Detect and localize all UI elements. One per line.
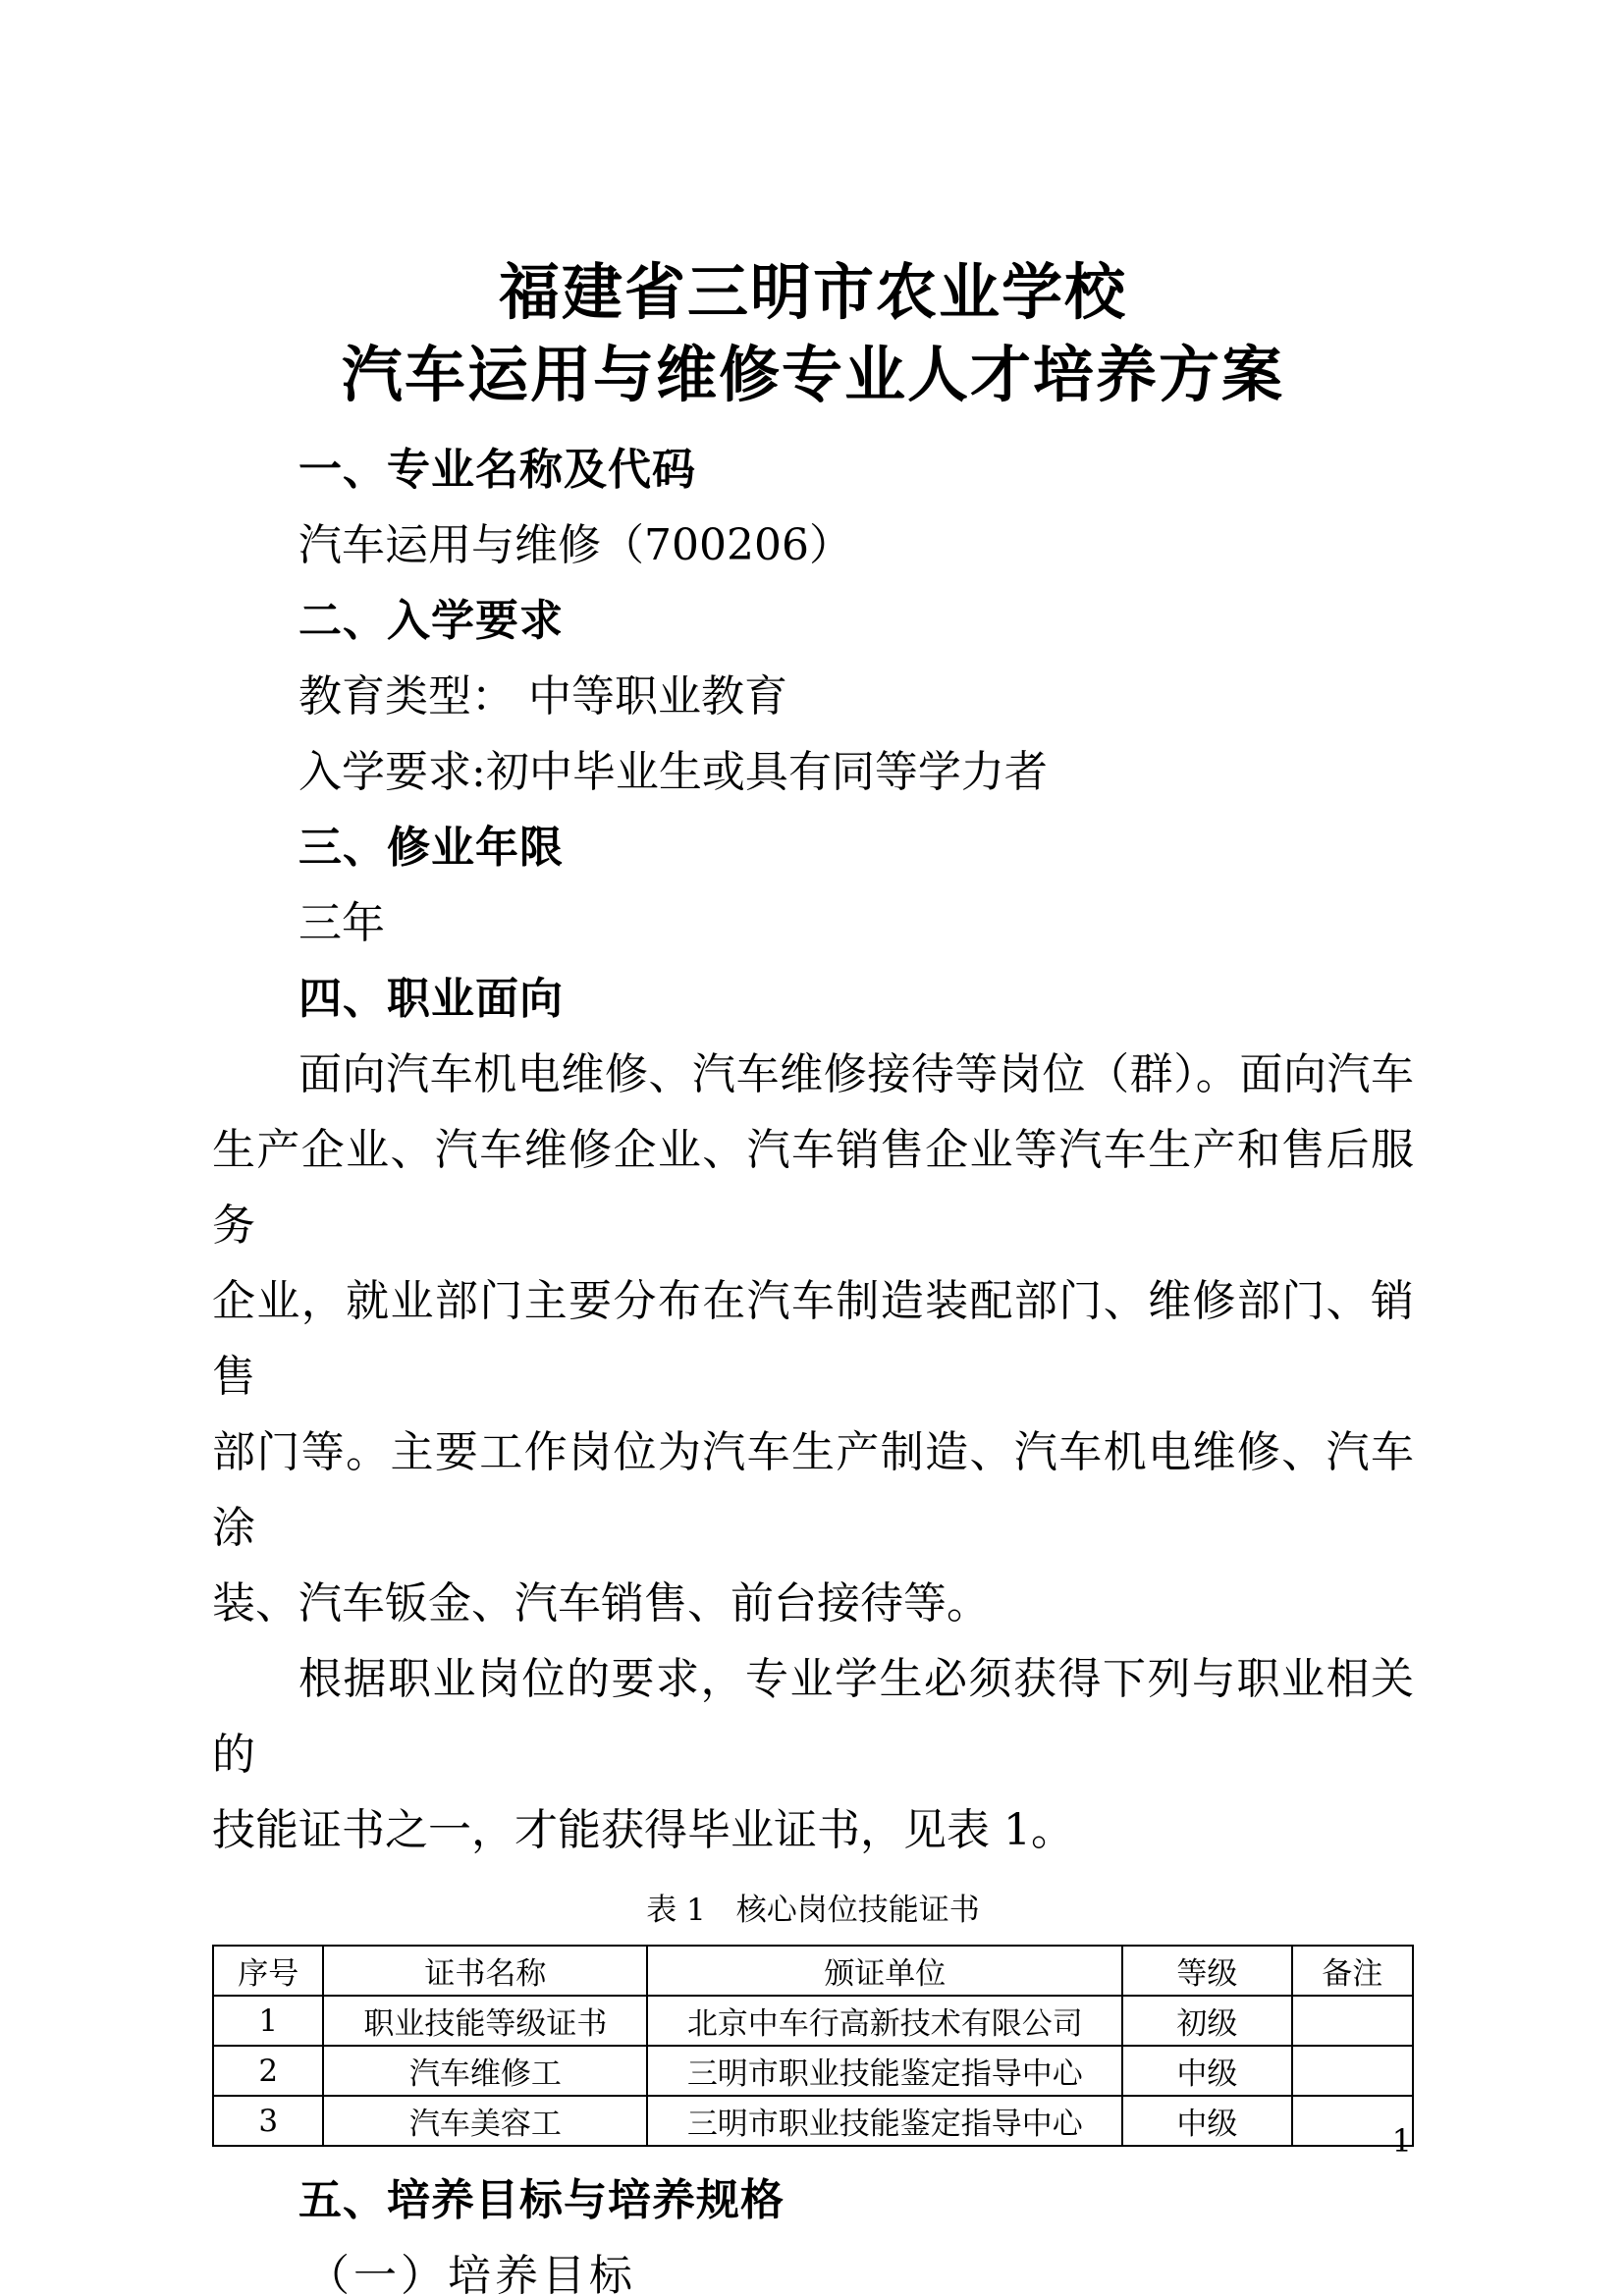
page-content <box>212 0 1414 2296</box>
section-heading-4: 四、职业面向 <box>298 974 564 1024</box>
page-number: 1 <box>1391 2122 1412 2160</box>
section-5-subheading-1: （一）培养目标 <box>306 2251 636 2296</box>
certificates-table <box>212 1945 1414 2147</box>
section-heading-1: 一、专业名称及代码 <box>298 445 696 495</box>
table-cell <box>1292 2046 1413 2096</box>
table-cell: 3 <box>213 2096 323 2146</box>
section-2-line-2: 入学要求:初中毕业生或具有同等学力者 <box>298 747 1048 797</box>
document-title <box>212 0 1414 416</box>
table-cell: 汽车维修工 <box>323 2046 647 2096</box>
section-3-text: 三年 <box>298 898 385 948</box>
table-cell: 初级 <box>1122 1996 1291 2046</box>
table-cell: 汽车美容工 <box>323 2096 647 2146</box>
section-4-paragraph-1 <box>212 1037 1414 1641</box>
column-header: 备注 <box>1292 1946 1413 1996</box>
table-cell: 中级 <box>1122 2046 1291 2096</box>
section-4-paragraph-2 <box>212 1641 1414 1868</box>
table-cell: 北京中车行高新技术有限公司 <box>647 1996 1122 2046</box>
table-cell: 职业技能等级证书 <box>323 1996 647 2046</box>
table-cell: 2 <box>213 2046 323 2096</box>
section-2-line-1: 教育类型： 中等职业教育 <box>298 671 787 721</box>
document-body <box>212 432 1414 2296</box>
column-header: 颁证单位 <box>647 1946 1122 1996</box>
section-heading-3: 三、修业年限 <box>298 823 564 873</box>
paragraph-line: 企业，就业部门主要分布在汽车制造装配部门、维修部门、销售 <box>212 1276 1414 1402</box>
column-header: 等级 <box>1122 1946 1291 1996</box>
table-cell: 三明市职业技能鉴定指导中心 <box>647 2096 1122 2146</box>
paragraph-line: 部门等。主要工作岗位为汽车生产制造、汽车机电维修、汽车涂 <box>212 1427 1414 1553</box>
table-caption: 表 1 核心岗位技能证书 <box>646 1893 980 1928</box>
paragraph-line: 根据职业岗位的要求，专业学生必须获得下列与职业相关的 <box>212 1654 1414 1780</box>
table-cell <box>1292 1996 1413 2046</box>
section-heading-5: 五、培养目标与培养规格 <box>298 2175 785 2225</box>
section-heading-2: 二、入学要求 <box>298 596 564 646</box>
paragraph-line: 技能证书之一，才能获得毕业证书，见表 1。 <box>212 1805 1074 1855</box>
table-cell: 三明市职业技能鉴定指导中心 <box>647 2046 1122 2096</box>
paragraph-line: 装、汽车钣金、汽车销售、前台接待等。 <box>212 1578 990 1629</box>
paragraph-line: 生产企业、汽车维修企业、汽车销售企业等汽车生产和售后服务 <box>212 1125 1414 1251</box>
title-line-2: 汽车运用与维修专业人才培养方案 <box>341 339 1284 410</box>
paragraph-line: 面向汽车机电维修、汽车维修接待等岗位（群）。面向汽车 <box>298 1049 1414 1099</box>
table-cell: 1 <box>213 1996 323 2046</box>
section-1-text: 汽车运用与维修（700206） <box>298 520 852 570</box>
title-line-1: 福建省三明市农业学校 <box>498 256 1127 328</box>
column-header: 序号 <box>213 1946 323 1996</box>
table-cell: 中级 <box>1122 2096 1291 2146</box>
table-row <box>213 2046 1413 2096</box>
table-row <box>213 1996 1413 2046</box>
column-header: 证书名称 <box>323 1946 647 1996</box>
table-header-row <box>213 1946 1413 1996</box>
table-row <box>213 2096 1413 2146</box>
